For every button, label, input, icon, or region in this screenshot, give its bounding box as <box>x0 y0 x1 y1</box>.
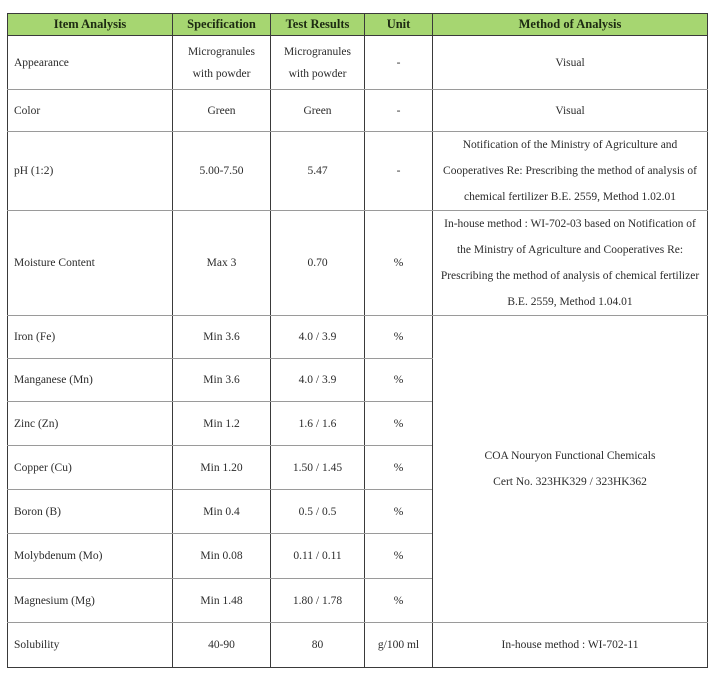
result-cell: 0.11 / 0.11 <box>271 534 365 579</box>
spec-line: Microgranules <box>187 45 256 58</box>
item-cell: Appearance <box>8 36 173 90</box>
unit-cell: % <box>365 211 433 316</box>
header-method: Method of Analysis <box>433 14 708 36</box>
spec-cell: Min 3.6 <box>173 316 271 359</box>
item-cell: pH (1:2) <box>8 132 173 211</box>
unit-cell: - <box>365 90 433 132</box>
result-cell: 1.6 / 1.6 <box>271 402 365 446</box>
result-line: with powder <box>288 67 347 80</box>
result-cell: 80 <box>271 623 365 668</box>
spec-cell: Min 0.08 <box>173 534 271 579</box>
unit-cell: % <box>365 446 433 490</box>
method-cell: Notification of the Ministry of Agriculture and Cooperatives Re: Prescribing the method of analysis of chemical fertilizer B.E. 2559, Method 1.02.01 <box>433 132 708 211</box>
item-cell: Molybdenum (Mo) <box>8 534 173 579</box>
unit-cell: - <box>365 36 433 90</box>
item-cell: Manganese (Mn) <box>8 359 173 402</box>
method-cell: Visual <box>433 90 708 132</box>
unit-cell: % <box>365 402 433 446</box>
table-row <box>8 132 708 211</box>
spec-cell <box>173 36 271 90</box>
method-cell: In-house method : WI-702-11 <box>433 623 708 668</box>
method-source: COA Nouryon Functional Chemicals <box>484 450 656 462</box>
spec-cell: Min 1.2 <box>173 402 271 446</box>
header-row <box>8 14 708 36</box>
item-cell: Copper (Cu) <box>8 446 173 490</box>
spec-cell: Min 1.48 <box>173 579 271 623</box>
table-row <box>8 316 708 359</box>
unit-cell: % <box>365 316 433 359</box>
unit-cell: % <box>365 534 433 579</box>
spec-cell: Min 3.6 <box>173 359 271 402</box>
header-item-analysis: Item Analysis <box>8 14 173 36</box>
spec-cell: Green <box>173 90 271 132</box>
result-cell: 4.0 / 3.9 <box>271 316 365 359</box>
item-cell: Solubility <box>8 623 173 668</box>
table-row <box>8 90 708 132</box>
result-cell: 5.47 <box>271 132 365 211</box>
spec-cell: Max 3 <box>173 211 271 316</box>
table-row <box>8 623 708 668</box>
method-cert: Cert No. 323HK329 / 323HK362 <box>493 476 647 488</box>
spec-cell: 40-90 <box>173 623 271 668</box>
method-cell: In-house method : WI-702-03 based on Notification of the Ministry of Agriculture and Cooperatives Re: Prescribing the method of analysis of chemical fertilizer B.E. 2559, Method 1.04.01 <box>433 211 708 316</box>
unit-cell: g/100 ml <box>365 623 433 668</box>
merged-method-cell <box>433 316 708 623</box>
item-cell: Zinc (Zn) <box>8 402 173 446</box>
spec-line: with powder <box>192 67 251 80</box>
result-cell: 0.5 / 0.5 <box>271 490 365 534</box>
item-cell: Boron (B) <box>8 490 173 534</box>
result-cell: Green <box>271 90 365 132</box>
result-cell: 1.50 / 1.45 <box>271 446 365 490</box>
result-cell: 4.0 / 3.9 <box>271 359 365 402</box>
result-cell <box>271 36 365 90</box>
item-cell: Color <box>8 90 173 132</box>
unit-cell: % <box>365 490 433 534</box>
spec-cell: Min 0.4 <box>173 490 271 534</box>
spec-cell: Min 1.20 <box>173 446 271 490</box>
table-row <box>8 211 708 316</box>
table-row <box>8 36 708 90</box>
spec-cell: 5.00-7.50 <box>173 132 271 211</box>
analysis-table <box>7 13 708 668</box>
item-cell: Magnesium (Mg) <box>8 579 173 623</box>
header-specification: Specification <box>173 14 271 36</box>
header-test-results: Test Results <box>271 14 365 36</box>
method-cell: Visual <box>433 36 708 90</box>
unit-cell: % <box>365 579 433 623</box>
header-unit: Unit <box>365 14 433 36</box>
result-cell: 0.70 <box>271 211 365 316</box>
item-cell: Moisture Content <box>8 211 173 316</box>
result-cell: 1.80 / 1.78 <box>271 579 365 623</box>
unit-cell: % <box>365 359 433 402</box>
unit-cell: - <box>365 132 433 211</box>
result-line: Microgranules <box>283 45 352 58</box>
item-cell: Iron (Fe) <box>8 316 173 359</box>
